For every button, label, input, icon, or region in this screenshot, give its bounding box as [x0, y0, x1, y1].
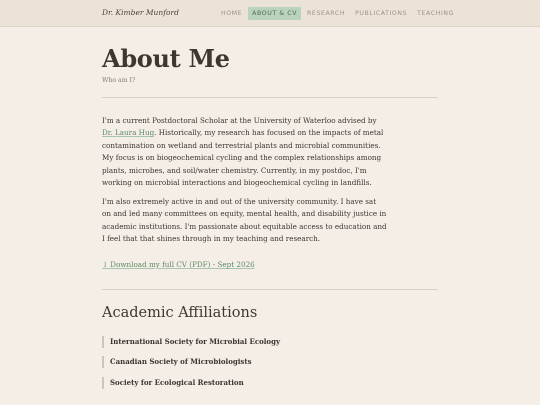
- nav-publications[interactable]: PUBLICATIONS: [355, 10, 408, 17]
- affiliation-item: Society for Ecological Restoration: [102, 377, 402, 389]
- bio-p1-text-cont: . Historically, my research has focused on the impacts of metal contamination on wetland and terrestrial plants and microbial communities. My focus is on biogeochemical cycling and the complex relationships among plants, microbes, and soil/water chemistry. Currently, in my postdoc, I'm working on microbial interactions and biogeochemical cycling in landfills.: [102, 128, 384, 188]
- nav-home[interactable]: HOME: [221, 10, 243, 17]
- page-subtitle: Who am I?: [102, 77, 136, 84]
- nav-research[interactable]: RESEARCH: [307, 10, 346, 17]
- header-divider: [102, 97, 438, 98]
- advisor-link[interactable]: Dr. Laura Hug: [102, 128, 155, 138]
- download-cv-link[interactable]: ↓ Download my full CV (PDF) - Sept 2026: [102, 260, 255, 269]
- bio-paragraph-2: I'm also extremely active in and out of the university community. I have sat on and led many committees on equity, mental health, and disability justice in academic institutions. I'm passionate about equitable access to education and I feel that that shines through in my teaching and research.: [102, 197, 387, 244]
- affiliation-item: International Society for Microbial Ecology: [102, 336, 402, 348]
- bio-p1-text: I'm a current Postdoctoral Scholar at the University of Waterloo advised by: [102, 116, 377, 125]
- top-navbar: [0, 0, 540, 27]
- page-title: About Me: [102, 44, 230, 73]
- section-divider: [102, 289, 438, 290]
- bio-paragraph-1: [102, 115, 387, 189]
- affiliations-title: Academic Affiliations: [102, 305, 258, 321]
- nav-teaching[interactable]: TEACHING: [417, 10, 455, 17]
- main-nav: [217, 7, 460, 20]
- nav-about-cv[interactable]: ABOUT & CV: [248, 7, 301, 20]
- affiliation-item: Canadian Society of Microbiologists: [102, 356, 402, 368]
- site-brand[interactable]: Dr. Kimber Munford: [102, 8, 179, 17]
